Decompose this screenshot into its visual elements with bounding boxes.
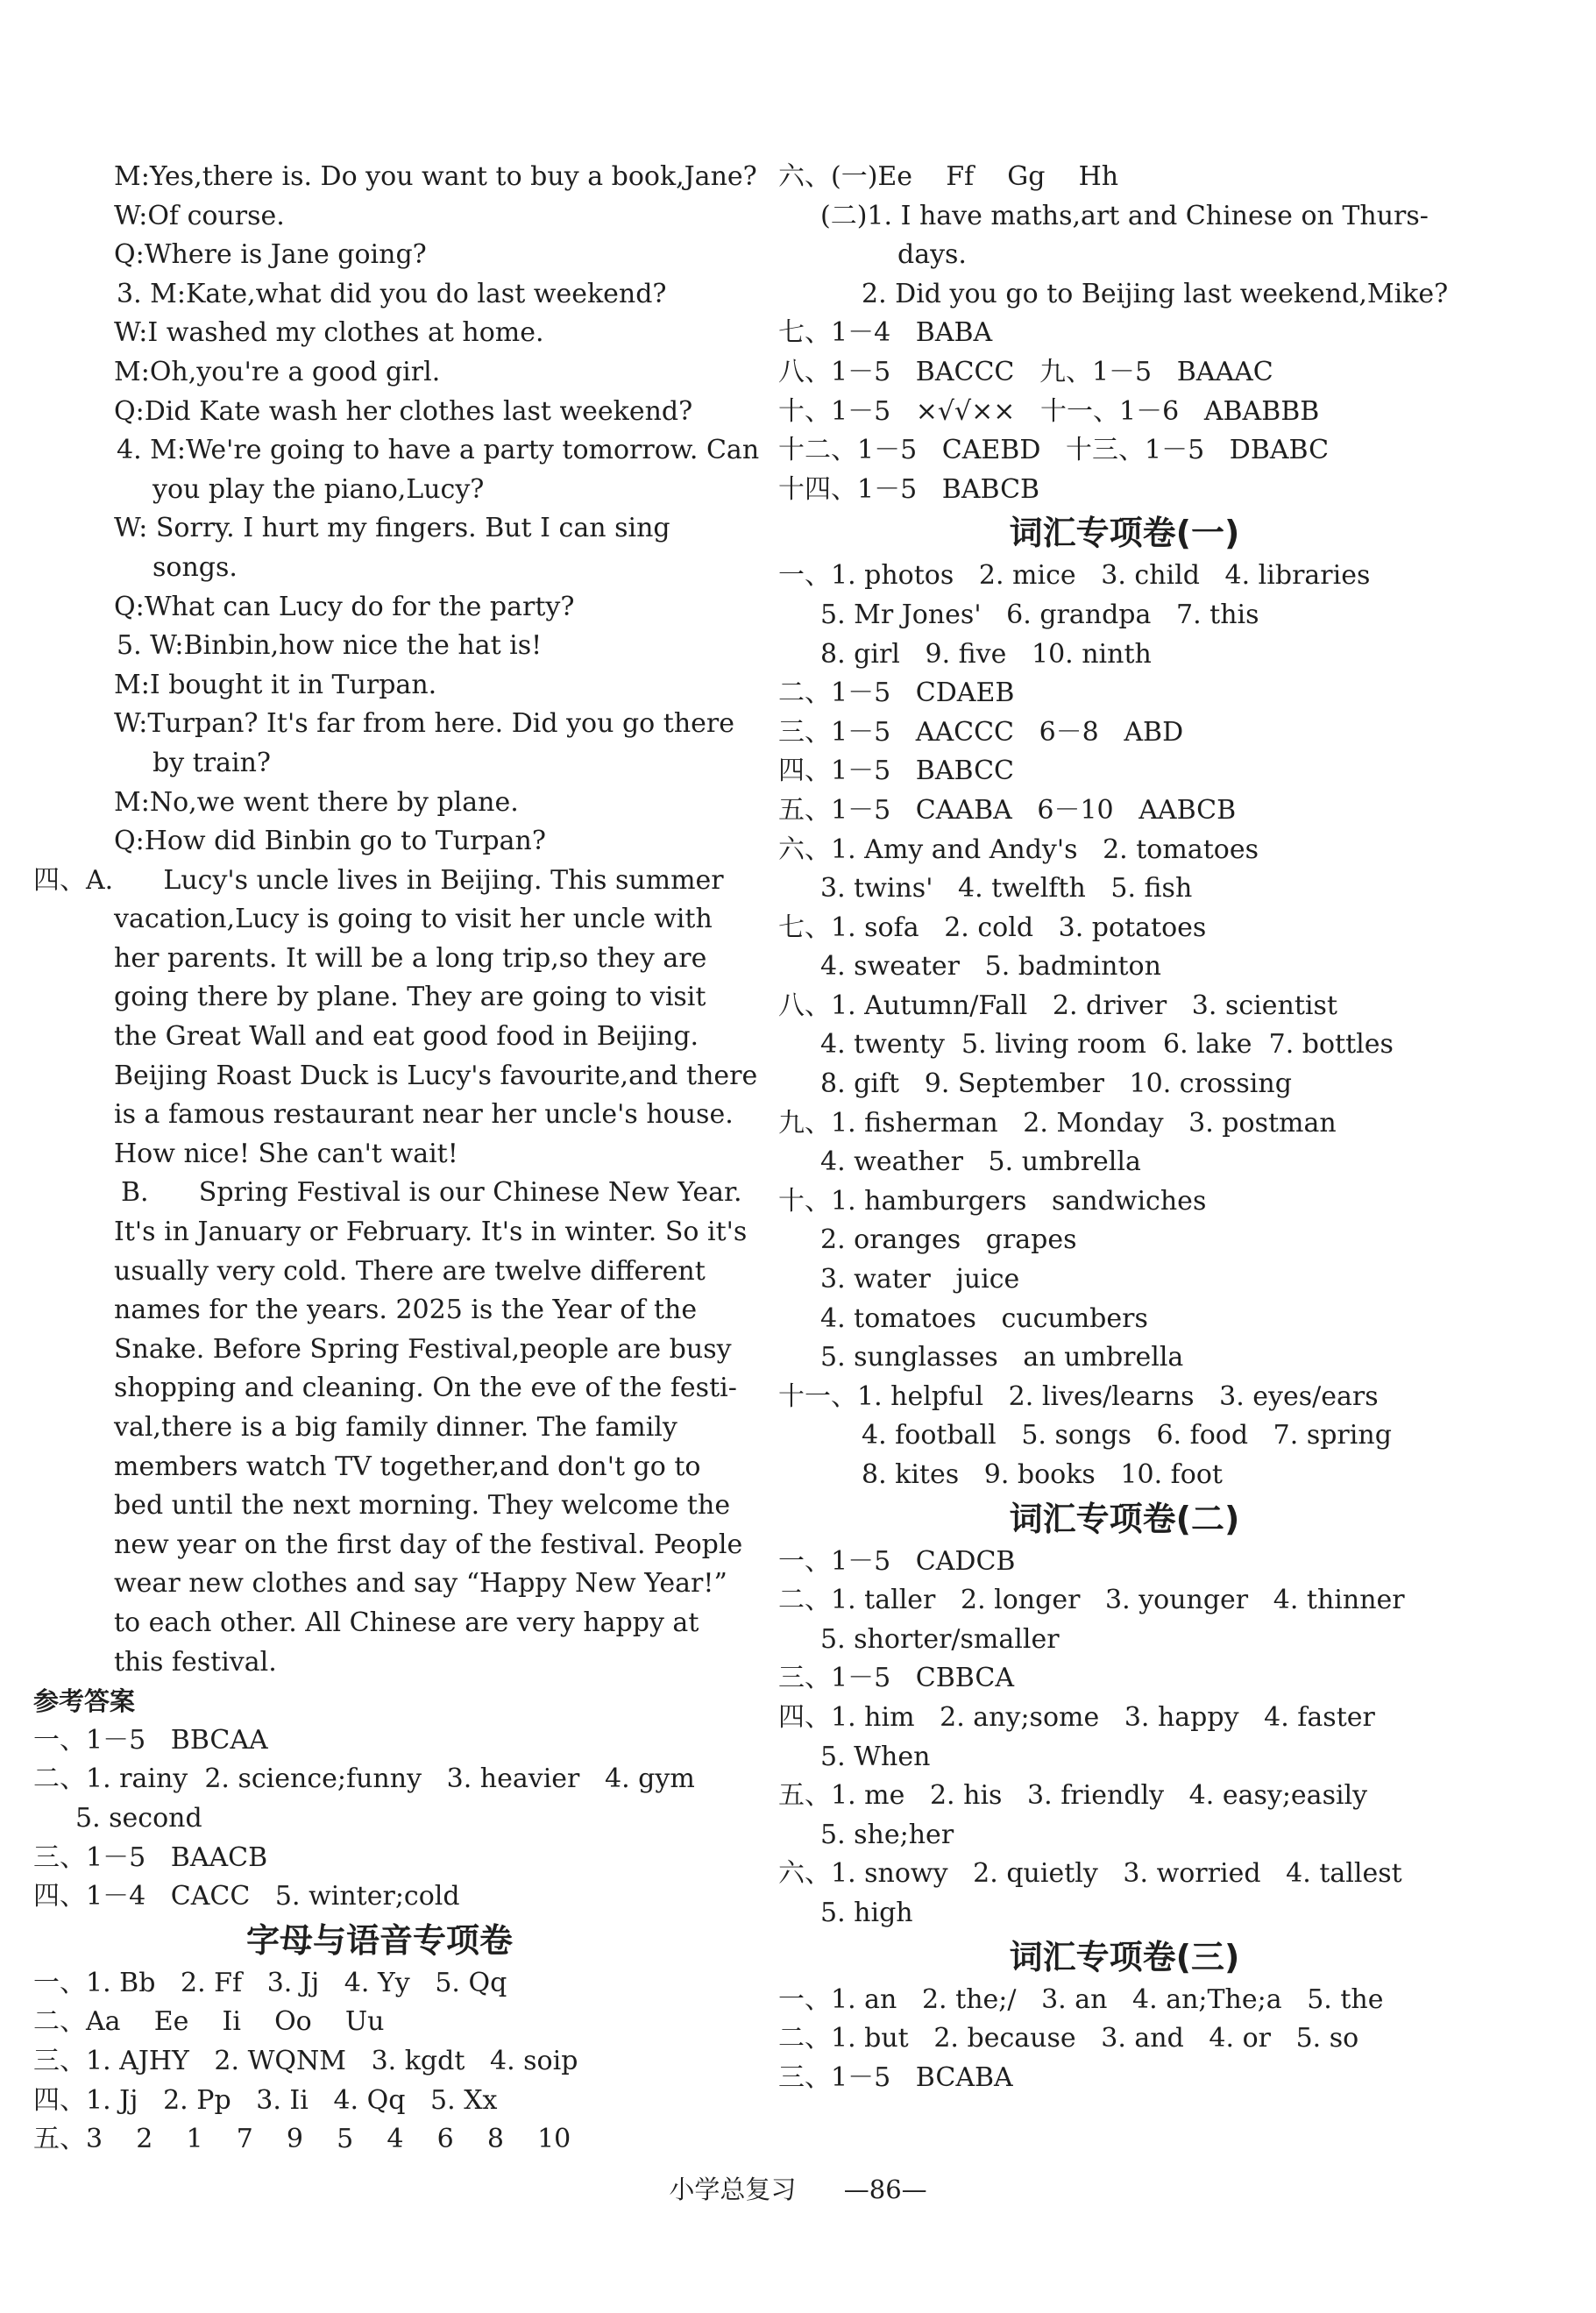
text-line: 5. high — [820, 1897, 913, 1928]
text-line: W:Turpan? It's far from here. Did you go there — [114, 708, 735, 740]
text-line: 一、1－5 CADCB — [778, 1545, 1016, 1577]
text-line: vacation,Lucy is going to visit her uncle with — [114, 904, 713, 935]
text-line: 五、1. me 2. his 3. friendly 4. easy;easily — [778, 1780, 1368, 1812]
text-line: songs. — [153, 551, 238, 583]
section-heading: 词汇专项卷(三) — [1009, 1937, 1240, 1976]
text-line: 二、1. but 2. because 3. and 4. or 5. so — [778, 2023, 1359, 2054]
text-line: usually very cold. There are twelve different — [114, 1255, 706, 1287]
text-line: 一、1. an 2. the;/ 3. an 4. an;The;a 5. the — [778, 1983, 1384, 2015]
text-line: shopping and cleaning. On the eve of the festi- — [114, 1373, 737, 1404]
text-line: 一、1. Bb 2. Ff 3. Jj 4. Yy 5. Qq — [33, 1967, 507, 1998]
text-line: M:I bought it in Turpan. — [114, 669, 437, 700]
text-line: names for the years. 2025 is the Year of the — [114, 1295, 698, 1326]
text-line: 八、1－5 BACCC 九、1－5 BAAAC — [778, 356, 1273, 387]
text-line: 八、1. Autumn/Fall 2. driver 3. scientist — [778, 990, 1337, 1021]
text-line: 5. second — [75, 1802, 202, 1834]
text-line: 二、1. taller 2. longer 3. younger 4. thinner — [778, 1585, 1405, 1616]
text-line: members watch TV together,and don't go to — [114, 1451, 701, 1482]
text-line: Q:How did Binbin go to Turpan? — [114, 826, 546, 857]
text-line: M:Oh,you're a good girl. — [114, 356, 441, 387]
text-line: 5. Mr Jones' 6. grandpa 7. this — [820, 599, 1259, 630]
text-line: 2. Did you go to Beijing last weekend,Mike? — [862, 278, 1449, 309]
text-line: 二、Aa Ee Ii Oo Uu — [33, 2006, 385, 2038]
text-line: 5. When — [820, 1741, 931, 1772]
text-line: 一、1－5 BBCAA — [33, 1724, 268, 1756]
text-line: 5. she;her — [820, 1819, 954, 1850]
text-line: val,there is a big family dinner. The family — [114, 1412, 677, 1443]
text-line: Q:Did Kate wash her clothes last weekend? — [114, 395, 693, 427]
text-line: going there by plane. They are going to visit — [114, 982, 706, 1013]
text-line: M:No,we went there by plane. — [114, 786, 519, 818]
text-line: 5. sunglasses an umbrella — [820, 1342, 1184, 1373]
text-line: 三、1. AJHY 2. WQNM 3. kgdt 4. soip — [33, 2045, 578, 2076]
text-line: 四、A. Lucy's uncle lives in Beijing. This summer — [33, 864, 724, 896]
text-line: 四、1－5 BABCC — [778, 756, 1015, 787]
text-line: 十、1－5 ×√√×× 十一、1－6 ABABBB — [778, 395, 1320, 427]
text-line: 三、1－5 BCABA — [778, 2061, 1013, 2093]
section-heading: 参考答案 — [33, 1686, 136, 1717]
text-line: Q:What can Lucy do for the party? — [114, 591, 575, 622]
text-line: 十、1. hamburgers sandwiches — [778, 1185, 1207, 1217]
text-line: 三、1－5 AACCC 6－8 ABD — [778, 716, 1184, 748]
text-line: 一、1. photos 2. mice 3. child 4. libraries — [778, 560, 1371, 592]
text-line: M:Yes,there is. Do you want to buy a book,Jane? — [114, 161, 757, 192]
footer-label: 小学总复习 — [669, 2175, 797, 2204]
text-line: W:Of course. — [114, 200, 285, 231]
text-line: (二)1. I have maths,art and Chinese on Thurs- — [820, 200, 1429, 231]
text-line: 四、1－4 CACC 5. winter;cold — [33, 1881, 460, 1912]
text-line: by train? — [153, 747, 271, 778]
page-footer — [0, 2170, 1596, 2206]
text-line: Snake. Before Spring Festival,people are busy — [114, 1333, 732, 1365]
text-line: Beijing Roast Duck is Lucy's favourite,and there — [114, 1060, 758, 1091]
text-line: 六、1. Amy and Andy's 2. tomatoes — [778, 834, 1259, 865]
text-line: the Great Wall and eat good food in Beijing. — [114, 1021, 699, 1053]
text-line: 五、1－5 CAABA 6－10 AABCB — [778, 794, 1237, 826]
text-line: 七、1－4 BABA — [778, 317, 993, 349]
text-line: her parents. It will be a long trip,so they are — [114, 942, 707, 974]
text-line: 二、1－5 CDAEB — [778, 678, 1015, 709]
section-heading: 词汇专项卷(二) — [1009, 1499, 1240, 1538]
text-line: new year on the first day of the festival. People — [114, 1529, 743, 1560]
text-line: 六、(一)Ee Ff Gg Hh — [778, 161, 1119, 192]
text-line: 4. twenty 5. living room 6. lake 7. bottles — [820, 1029, 1394, 1061]
text-line: 七、1. sofa 2. cold 3. potatoes — [778, 912, 1207, 943]
text-line: 五、3 2 1 7 9 5 4 6 8 10 — [33, 2124, 571, 2155]
text-line: is a famous restaurant near her uncle's house. — [114, 1099, 734, 1131]
right-column — [778, 158, 1471, 2097]
text-line: 4. sweater 5. badminton — [820, 951, 1161, 983]
text-line: 3. M:Kate,what did you do last weekend? — [117, 278, 667, 309]
text-line: 5. shorter/smaller — [820, 1623, 1060, 1655]
text-line: 十一、1. helpful 2. lives/learns 3. eyes/ears — [778, 1380, 1379, 1412]
text-line: bed until the next morning. They welcome the — [114, 1490, 731, 1522]
text-line: 8. kites 9. books 10. foot — [862, 1459, 1223, 1490]
text-line: 四、1. him 2. any;some 3. happy 4. faster — [778, 1701, 1375, 1733]
text-line: 六、1. snowy 2. quietly 3. worried 4. tallest — [778, 1858, 1402, 1890]
text-line: this festival. — [114, 1646, 277, 1678]
text-line: 8. girl 9. five 10. ninth — [820, 638, 1152, 670]
section-heading: 字母与语音专项卷 — [245, 1920, 513, 1960]
text-line: 二、1. rainy 2. science;funny 3. heavier 4. gym — [33, 1763, 695, 1795]
text-line: wear new clothes and say “Happy New Year!” — [114, 1568, 727, 1600]
text-line: W:I washed my clothes at home. — [114, 317, 544, 349]
left-column — [33, 158, 760, 2160]
text-line: 三、1－5 CBBCA — [778, 1663, 1015, 1694]
text-line: 十四、1－5 BABCB — [778, 473, 1040, 505]
text-line: 8. gift 9. September 10. crossing — [820, 1068, 1292, 1100]
text-line: 4. M:We're going to have a party tomorrow. Can — [117, 435, 760, 466]
text-line: 4. tomatoes cucumbers — [820, 1302, 1148, 1334]
text-line: 九、1. fisherman 2. Monday 3. postman — [778, 1107, 1337, 1139]
text-line: 十二、1－5 CAEBD 十三、1－5 DBABC — [778, 435, 1330, 466]
text-line: B. Spring Festival is our Chinese New Year. — [121, 1177, 742, 1209]
text-line: you play the piano,Lucy? — [153, 473, 485, 505]
text-line: How nice! She can't wait! — [114, 1138, 458, 1169]
text-line: 三、1－5 BAACB — [33, 1841, 268, 1873]
text-line: 3. water juice — [820, 1264, 1020, 1295]
text-line: 2. oranges grapes — [820, 1224, 1077, 1256]
text-line: to each other. All Chinese are very happy at — [114, 1607, 699, 1638]
text-line: days. — [897, 239, 967, 271]
text-line: W: Sorry. I hurt my fingers. But I can sing — [114, 513, 670, 544]
page-number: —86— — [843, 2175, 927, 2204]
text-line: 5. W:Binbin,how nice the hat is! — [117, 630, 543, 662]
text-line: It's in January or February. It's in winter. So it's — [114, 1217, 748, 1248]
text-line: 四、1. Jj 2. Pp 3. Ii 4. Qq 5. Xx — [33, 2084, 498, 2116]
text-line: 4. weather 5. umbrella — [820, 1146, 1141, 1178]
section-heading: 词汇专项卷(一) — [1009, 514, 1240, 553]
text-line: Q:Where is Jane going? — [114, 239, 427, 271]
text-line: 4. football 5. songs 6. food 7. spring — [862, 1420, 1392, 1451]
text-line: 3. twins' 4. twelfth 5. fish — [820, 873, 1193, 905]
